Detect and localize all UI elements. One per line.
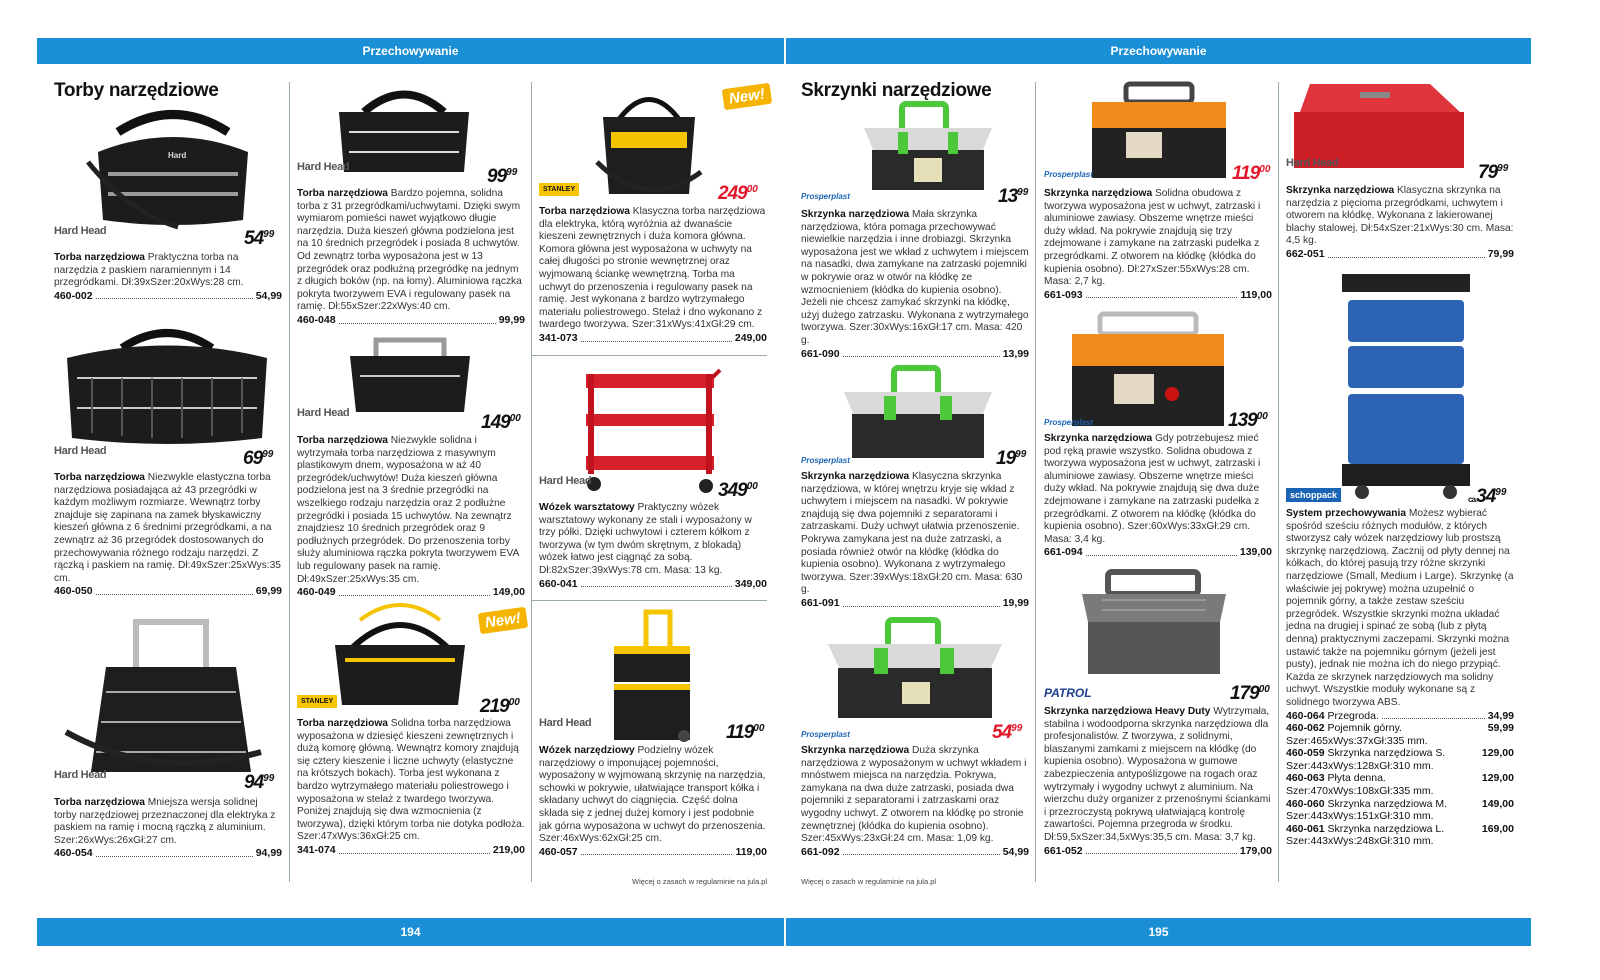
tool-bag-image [66,612,266,790]
toolbox-image [838,366,998,464]
heading-boxes: Skrzynki narzędziowe [801,80,992,101]
product-desc: Duża skrzynka narzędziowa z wyposażonym w uchwyt wkładem i mnóstwem miejsca na narzędzia. Pokrywa, zamykana na dwa duże zatrzaski, posiada dwa pojemniki z separatorami i zatrzaskami oraz wygodny uchwyt. Z otworem na kłódkę po stronie zewnętrznej (kłódka do kupienia osobno). Szer:45xWys:23xGł:24 cm. Masa: 1,09 kg. [801,745,1027,845]
price: $99^{99}$ [487,166,518,187]
product-name: Skrzynka narzędziowa Heavy Duty [1044,706,1211,717]
list-price: 54,99 [1002,845,1029,858]
column-divider [289,82,290,882]
footer-left [37,918,784,946]
tool-bag-image [597,82,701,200]
product-code-row [1044,845,1272,858]
product-desc: Gdy potrzebujesz mieć pod ręką prawie wszystko. Solidna obudowa z tworzywa wyposażona jest w uchwyt, zatrzaski i aluminiowe zawiasy. Obszerne wnętrze mieści duży wkład. Na pokrywie znajdują się dwa duże zdejmowane i zamykane na zatrzaski pudełka z przegródkami. Z otworem na kłódkę (kłódka do kupienia osobno). Szer:60xWys:33xGł:29 cm. Masa: 3,4 kg. [1044,433,1261,545]
list-price: 69,99 [255,585,282,598]
brand-logo: Hard Head [54,769,107,781]
product-desc: Podzielny wózek narzędziowy o imponującej pojemności, wyposażony w wyjmowaną skrzynię na narzędzia, schowki w pokrywie, ułatwiające transport kółka i składany uchwyt do ciągnięcia. Część dolna składa się z jednej dużej komory i jest podobnie jak górna wyposażona w uchwyt do przenoszenia. Szer:46xWys:62xGł:25 cm. [539,745,766,845]
product-code: 661-093 [1044,288,1083,301]
storage-system-image [1338,270,1474,504]
svg-text:Hard: Hard [168,151,187,160]
product-p8 [539,502,767,590]
list-price: 119,00 [1240,288,1272,301]
product-name: Torba narzędziowa [54,472,145,483]
product-name: Wózek warsztatowy [539,502,635,513]
list-price: 54,99 [255,289,282,302]
variant-row: 460-061 Skrzynka narzędziowa L. Szer:443xWys:248xGł:310 mm. 169,00 [1286,822,1514,848]
brand-logo: Hard Head [297,407,350,419]
list-price: 13,99 [1002,347,1029,360]
product-code-row [539,846,767,859]
product-code: 661-094 [1044,546,1083,559]
list-price: 179,00 [1239,844,1272,857]
product-name: Torba narzędziowa [539,206,630,217]
product-p7 [539,206,767,345]
product-desc: Klasyczna skrzynka na narzędzia z pięcioma przegródkami, uchwytem i otworem na kłódkę. Wykonana z lakierowanej blachy stalowej. Dł:54xSzer:21xWys:30 cm. Masa: 4,5 kg. [1286,185,1514,247]
price: $69^{99}$ [243,448,274,469]
brand-logo: Prosperplast [801,456,850,465]
tool-trolley-image [610,610,694,744]
product-name: Skrzynka narzędziowa [1044,188,1153,199]
price: $349^{00}$ [718,480,758,501]
product-p12 [801,745,1029,858]
price: $179^{00}$ [1230,683,1270,704]
product-desc: Praktyczny wózek warsztatowy wykonany ze stali i wyposażony w trzy półki. Dzięki uchwytowi i czterem kółkom z tworzywa (w tym dwóm skrętnym, z blokadą) wózek łatwo jest ciągnąć za sobą. Dł:82xSzer:39xWys:78 cm. Masa: 13 kg. [539,502,752,576]
product-desc: Klasyczna torba narzędziowa dla elektryka, którą wyróżnia aż dwanaście kieszeni zewnętrznych i duża komora główna. Komora główna jest wyposażona w uchwyty na całej długości po stronie wewnętrznej oraz wyjmowaną ściankę wewnętrzną. Torba ma uchwyt do przenoszenia i regulowany pasek na ramię. Jest wykonana z bardzo wytrzymałego materiału poliestrowego. Stelaż i dno wykonano z twardego tworzywa. Szer:31xWys:41xGł:29 cm. [539,206,766,331]
product-desc: Bardzo pojemna, solidna torba z 31 przegródkami/uchwytami. Dzięki swym wymiarom pomieści nawet wyjątkowo długie narzędzia. Duża kieszeń główna podzielona jest na 10 średnich przegródek i posiada 8 uchwytów. Od zewnątrz torba wyposażona jest w 13 przegródek oraz podłużną przegródkę na jednym z długich boków (np. na łomy). Aluminiowa rączka pokryta tworzywem EVA i regulowany pasek na ramię. Dł:55xSzer:22xWys:40 cm. [297,188,522,313]
product-code-row [54,290,282,303]
section-title: Przechowywanie [1110,44,1207,58]
toolbox-image [1068,312,1228,430]
column-divider [1278,82,1279,882]
product-code-row [1286,248,1514,261]
product-desc: Mniejsza wersja solidnej torby narzędziowej przeznaczonej dla elektryka z paskiem na ramię i mocną rączką z aluminium. Szer:26xWys:26xGł:27 cm. [54,797,276,846]
brand-logo: Prosperplast [801,192,850,201]
price: $79^{99}$ [1478,162,1509,183]
price: $249^{00}$ [718,183,758,204]
product-code: 341-074 [297,843,336,856]
price: $94^{99}$ [244,772,275,793]
list-price: 119,00 [735,845,767,858]
product-p13 [1044,188,1272,301]
product-p6 [297,718,525,857]
product-name: Skrzynka narzędziowa [801,471,910,482]
brand-logo: schoppack [1286,488,1341,502]
product-p11 [801,471,1029,610]
toolbox-image [1078,570,1230,678]
product-name: Torba narzędziowa [297,188,388,199]
product-desc: Klasyczna skrzynka narzędziowa, w której wnętrzu kryje się wkład z uchwytem i miejscem na nasadki. W pokrywie znajdują się dwa pojemniki z separatorami i zatrzaskami. Duży uchwyt ułatwia przenoszenie. Pokrywa zamykana jest na duże zatrzaski, a posiada również otwór na kłódkę (kłódka do kupienia osobno). Wykonana z wytrzymałego tworzywa. Szer:39xWys:18xGł:20 cm. Masa: 630 g. [801,471,1023,596]
tool-bag-image [346,336,474,416]
price: $119^{00}$ [726,722,765,743]
tool-bag-image [62,318,272,448]
new-badge: New! [722,83,772,110]
product-code-row [297,844,525,857]
product-p1 [54,252,282,302]
price: $119^{00}$ [1232,163,1271,184]
variant-row: 460-063 Płyta denna. Szer:470xWys:108xGł:335 mm. 129,00 [1286,772,1514,798]
stanley-logo: STANLEY [539,183,579,196]
product-code-row [297,314,525,327]
product-p15 [1044,706,1272,857]
product-p4 [297,188,525,327]
price: $54^{99}$ [244,228,275,249]
list-price: 19,99 [1002,596,1029,609]
variant-row: 460-062 Pojemnik górny. Szer:465xWys:37xGł:335 mm. 59,99 [1286,722,1514,747]
product-code-row [539,332,767,345]
footer-right [786,918,1531,946]
variant-list [1286,710,1514,849]
section-header-left [37,38,784,64]
product-desc: Możesz wybierać spośród sześciu różnych modułów, z których stworzysz cały wózek narzędziowy lub prostszą skrzynkę narzędziową. Zacznij od płyty dennej na kółkach, do której pasują trzy różne skrzynki narzędziowe (Small, Medium i Large). Skrzynkę (a właściwie jej pokrywę) można uzupełnić o pojemnik górny, a także zestaw sześciu przegródek. Wszystkie skrzynki można układać jedna na drugiej i spinać ze sobą (lub z płytą denną) praktycznymi zaczepami. Skrzynki można ustawić także na pojemniku górnym (jeżeli jest pusty), jednak nie można ich do niego przypiąć. Każda ze skrzynek narzędziowych ma solidny uchwyt. Wszystkie moduły wykonane są z solidnego tworzywa ABS. [1286,508,1514,708]
product-name: System przechowywania [1286,508,1407,519]
product-p10 [801,209,1029,360]
workshop-cart-image [580,364,720,496]
product-p2 [54,472,282,598]
product-name: Skrzynka narzędziowa [1044,433,1153,444]
product-code-row [539,578,767,591]
price: $219^{00}$ [480,696,520,717]
product-code-row [801,597,1029,610]
product-desc: Praktyczna torba na narzędzia z paskiem naramiennym i 14 przegródkami. Dł:39xSzer:20xWys:28 cm. [54,252,244,289]
product-desc: Wytrzymała, stabilna i wodoodporna skrzynka narzędziowa dla profesjonalistów. Z tworzywa, z solidnymi, blaszanymi zamkami z miejscem na kłódkę (do kupienia osobno). Wyposażona w gumowe zabezpieczenia antypoślizgowe na rogach oraz wytrzymały i wygodny uchwyt z aluminium. Na wierzchu duży organizer z przenośnymi ściankami i przezroczystą pokrywą ułatwiającą kontrolę zawartości. Pojemna przegroda w środku. Dł:59,5xSzer:34,5xWys:35,5 cm. Masa: 3,7 kg. [1044,706,1271,843]
list-price: 139,00 [1239,546,1272,559]
column-divider [531,82,532,882]
brand-logo: Hard Head [54,445,107,457]
product-code: 341-073 [539,331,578,344]
product-name: Wózek narzędziowy [539,745,635,756]
product-code-row [1044,289,1272,302]
toolbox-image [1086,82,1232,182]
product-name: Torba narzędziowa [297,718,388,729]
price: $19^{99}$ [996,448,1027,469]
list-price: 149,00 [492,586,525,599]
toolbox-image [858,102,998,196]
product-name: Skrzynka narzędziowa [801,209,910,220]
product-code: 460-057 [539,845,578,858]
product-code: 460-050 [54,585,93,598]
product-desc: Mała skrzynka narzędziowa, która pomaga przechowywać niewielkie narzędzia i inne drobiazgi. Skrzynka wyposażona jest we wkład z uchwytem i miejscem na nasadki, dwa zamykane na zatrzaski pojemniki w pokrywie oraz w otwór na kłódkę ze wzmocnieniem (kłódka do kupienia osobno). Jeżeli nie chcesz zamykać skrzynki na kłódkę, użyj dużego zatrzasku. Wykonana z wytrzymałego tworzywa. Szer:30xWys:16xGł:17 cm. Masa: 420 g. [801,209,1029,346]
product-p17 [1286,508,1514,848]
tool-bag-image [88,102,258,230]
list-price: 94,99 [255,847,282,860]
product-p3 [54,797,282,860]
brand-logo: Hard Head [539,717,592,729]
product-p9 [539,745,767,858]
product-desc: Solidna torba narzędziowa wyposażona w dziesięć kieszeni zewnętrznych i dużą komorę główną. Wewnątrz komory znajdują się cztery kieszenie i liczne uchwyty (elastyczne na krótszych bokach). Torba jest wykonana z bardzo wytrzymałego materiału poliestrowego i wyposażona w stelaż z twardego tworzywa. Poniżej znajdują się dwa wzmocnienia (z tworzywa), dzięki którym torba nie dotyka podłoża. Szer:47xWys:36xGł:25 cm. [297,718,525,843]
product-code: 662-051 [1286,247,1325,260]
footnote: Więcej o zasach w regulaminie na jula.pl [632,877,768,886]
tool-bag-image [330,600,470,710]
brand-logo: Hard Head [54,225,107,237]
price: $13^{99}$ [998,186,1029,207]
price: $139^{00}$ [1228,410,1268,431]
product-name: Torba narzędziowa [297,435,388,446]
brand-logo: Prosperplast [801,730,850,739]
row-divider [532,355,767,356]
product-code: 460-048 [297,313,336,326]
product-code: 660-041 [539,577,578,590]
product-p14 [1044,433,1272,559]
product-code-row [801,846,1029,859]
product-code: 661-091 [801,596,840,609]
list-price: 249,00 [734,331,767,344]
toolbox-image [822,618,1008,724]
brand-logo: Hard Head [539,475,592,487]
brand-logo: Prosperplast [1044,418,1093,427]
variant-row: 460-059 Skrzynka narzędziowa S. Szer:443xWys:128xGł:310 mm. 129,00 [1286,747,1514,772]
product-code-row [1044,546,1272,559]
brand-logo: Hard Head [1286,157,1339,169]
heading-bags: Torby narzędziowe [54,80,219,101]
product-code: 661-052 [1044,844,1083,857]
page-number: 194 [400,925,421,939]
product-code: 661-092 [801,845,840,858]
product-name: Torba narzędziowa [54,252,145,263]
product-desc: Niezwykle solidna i wytrzymała torba narzędziowa z masywnym plastikowym dnem, wyposażona w aż 40 przegródek/uchwytów! Duża kieszeń główna podzielona jest na 3 średnie przegródki na wszelkiego rodzaju narzędzia oraz 2 podłużne przegródki i posiada 15 uchwytów. Na zewnątrz znajdziesz 10 średnich przegródek oraz 9 podłużnych przegródek. Do przenoszenia torby służy aluminiowa rączka pokryta tworzywem EVA lub regulowany pasek na ramię. Dł:49xSzer:25xWys:35 cm. [297,435,519,585]
product-name: Skrzynka narzędziowa [1286,185,1395,196]
product-p16 [1286,185,1514,261]
list-price: 79,99 [1487,247,1514,260]
product-name: Torba narzędziowa [54,797,145,808]
brand-logo: PATROL [1044,686,1092,700]
section-title: Przechowywanie [362,44,459,58]
column-divider [1035,82,1036,882]
footnote: Więcej o zasach w regulaminie na jula.pl [801,877,937,886]
product-code: 661-090 [801,347,840,360]
product-code-row [54,847,282,860]
product-desc: Solidna obudowa z tworzywa wyposażona jest w uchwyt, zatrzaski i aluminiowe zawiasy. Obszerne wnętrze mieści duży wkład. Na pokrywie znajdują się trzy zdejmowane i zamykane na zatrzaski pudełka z przegródkami. Z otworem na kłódkę (kłódka do kupienia osobno). Dł:27xSzer:55xWys:28 cm. Masa: 2,7 kg. [1044,188,1261,288]
variant-row: 460-060 Skrzynka narzędziowa M. Szer:443xWys:151xGł:310 mm. 149,00 [1286,797,1514,823]
list-price: 99,99 [498,313,525,326]
list-price: 219,00 [492,843,525,856]
product-code: 460-054 [54,847,93,860]
price: $ca.34^{99}$ [1468,486,1507,507]
product-desc: Niezwykle elastyczna torba narzędziowa posiadająca aż 43 przegródki w każdym możliwym rozmiarze. Wewnątrz torby znajduje się zapinana na zamek błyskawiczny kieszeń główna z 6 średnimi przegródkami, a na zewnątrz aż 36 przegródek dostosowanych do przechowywania różnego rodzaju narzędzi. Z rączką i paskiem na ramię. Dł:49xSzer:25xWys:35 cm. [54,472,281,584]
product-code-row [297,586,525,599]
product-code-row [801,348,1029,361]
price: $54^{99}$ [992,722,1023,743]
product-code-row [54,585,282,598]
product-p5 [297,435,525,599]
product-name: Skrzynka narzędziowa [801,745,910,756]
tool-bag-image [334,82,474,178]
price: $149^{00}$ [481,412,521,433]
page-number: 195 [1148,925,1169,939]
section-header-right [786,38,1531,64]
stanley-logo: STANLEY [297,695,337,708]
brand-logo: Hard Head [297,161,350,173]
product-code: 460-049 [297,586,336,599]
new-badge: New! [478,607,528,634]
variant-row: 460-064 Przegroda. 34,99 [1286,709,1514,722]
product-code: 460-002 [54,289,93,302]
row-divider [532,600,767,601]
brand-logo: Prosperplast [1044,170,1093,179]
list-price: 349,00 [734,577,767,590]
